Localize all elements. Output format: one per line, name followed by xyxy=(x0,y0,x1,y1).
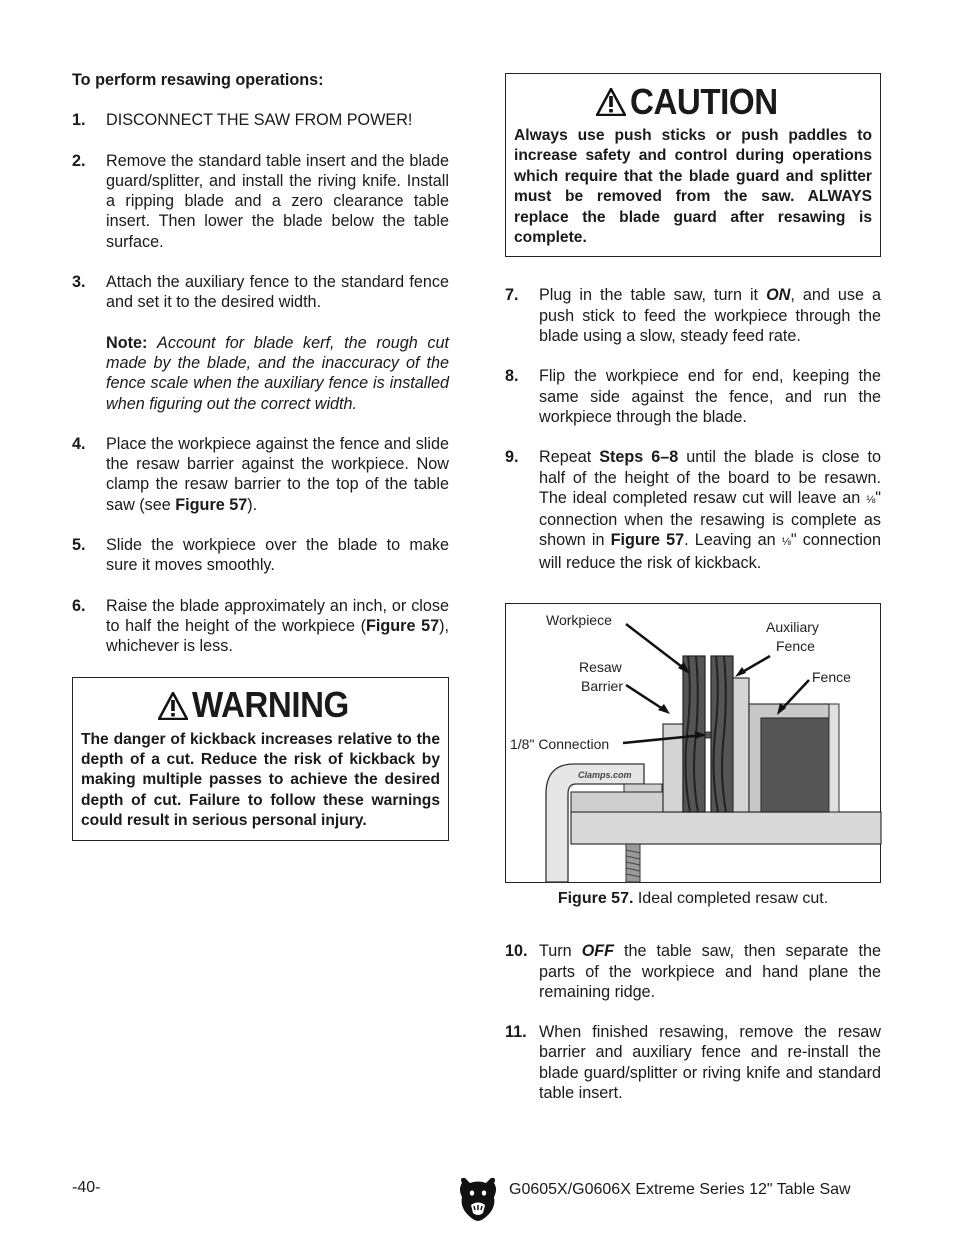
step-text-part: Turn xyxy=(539,942,582,961)
step-number: 7. xyxy=(505,286,519,305)
step-number: 3. xyxy=(72,273,86,292)
clamp-text: Clamps.com xyxy=(578,770,632,780)
caution-box xyxy=(505,73,881,257)
step-text: Flip the workpiece end for end, keeping the same side against the fence, and run the workpiece through the blade. xyxy=(539,367,881,426)
auxiliary-fence xyxy=(733,678,749,812)
label-resaw-barrier-1: Resaw xyxy=(579,659,622,675)
step-text xyxy=(539,447,881,573)
step-text xyxy=(539,941,881,1002)
label-auxiliary-fence-2: Fence xyxy=(776,638,815,654)
caption-label: Figure 57. xyxy=(557,890,634,907)
figure-caption xyxy=(505,889,881,909)
warning-triangle-icon xyxy=(158,692,188,720)
caption-text: Ideal completed resaw cut. xyxy=(633,890,829,907)
step-text: When finished resawing, remove the resaw barrier and auxiliary fence and re-install the blade guard/splitter or riving knife and standard table insert. xyxy=(539,1023,881,1103)
step-text xyxy=(106,596,449,657)
step-text-part: the table saw, then separate the parts of the workpiece and hand plane the remaining ridge. xyxy=(539,942,882,1001)
step-number: 5. xyxy=(72,536,86,555)
step-9 xyxy=(505,447,881,573)
fence-rail xyxy=(829,704,839,812)
step-text-part: " connection when the resawing is complete as shown in xyxy=(539,488,881,550)
label-workpiece: Workpiece xyxy=(546,612,612,628)
step-text: DISCONNECT THE SAW FROM POWER! xyxy=(106,111,413,130)
step-text-part: Raise the blade approximately an inch, or close to half the height of the workpiece ( xyxy=(106,596,449,635)
note-text: Account for blade kerf, the rough cut made by the blade, and the inaccuracy of the fence scale when the auxiliary fence is installed when figuring out the correct width. xyxy=(106,333,450,413)
label-fence: Fence xyxy=(812,669,851,685)
step-11 xyxy=(505,1022,881,1103)
caution-title: CAUTION xyxy=(629,80,778,122)
step-number: 6. xyxy=(72,596,86,615)
caution-text: Always use push sticks or push paddles to increase safety and control during operations which require that the blade guard and splitter must be removed from the saw. ALWAYS replace the blade guard after resawing is complete. xyxy=(514,127,872,247)
step-number: 10. xyxy=(505,942,528,961)
step-text-part: Plug in the table saw, turn it xyxy=(539,286,767,305)
table-top xyxy=(571,812,881,844)
step-6 xyxy=(72,596,449,657)
warning-header xyxy=(81,684,440,728)
emphasis: OFF xyxy=(581,942,615,961)
bear-logo-icon xyxy=(458,1175,498,1221)
step-text-part: . Leaving an xyxy=(684,531,782,550)
step-8 xyxy=(505,366,881,427)
fraction: ⅛ xyxy=(866,493,876,506)
note-label: Note: xyxy=(106,333,148,352)
step-body xyxy=(106,272,449,414)
warning-box xyxy=(72,677,449,841)
warning-title: WARNING xyxy=(192,684,350,726)
figure-reference: Figure 57 xyxy=(365,616,440,635)
step-10 xyxy=(505,941,881,1002)
section-heading: To perform resawing operations: xyxy=(72,71,324,89)
step-number: 2. xyxy=(72,151,86,170)
step-number: 8. xyxy=(505,367,519,386)
note xyxy=(106,333,449,414)
step-3 xyxy=(72,272,449,414)
step-text-part: until the blade is close to half of the height of the board to be resawn. The ideal completed resaw cut will leave an xyxy=(539,448,881,507)
step-text-part: , and use a push stick to feed the workpiece through the blade using a slow, steady feed rate. xyxy=(539,286,881,346)
step-5 xyxy=(72,535,449,576)
label-auxiliary-fence-1: Auxiliary xyxy=(766,619,819,635)
step-number: 11. xyxy=(505,1023,527,1042)
label-resaw-barrier-2: Barrier xyxy=(581,678,624,694)
clamp-block xyxy=(571,792,663,812)
figure-57-diagram xyxy=(505,603,881,883)
step-text-part: " connection will reduce the risk of kickback. xyxy=(539,531,882,572)
step-text-part: Place the workpiece against the fence and slide the resaw barrier against the workpiece. Now clamp the resaw barrier to the top of the table saw (see xyxy=(106,434,449,514)
figure-reference: Figure 57 xyxy=(610,531,685,550)
step-number: 1. xyxy=(72,111,86,130)
step-2 xyxy=(72,151,449,252)
step-text-part: ), whichever is less. xyxy=(106,616,449,656)
emphasis: ON xyxy=(766,286,791,305)
step-text-part: ). xyxy=(247,495,258,514)
warning-text: The danger of kickback increases relative to the depth of a cut. Reduce the risk of kickback by making multiple passes to achieve the desired depth of cut. Failure to follow these warnings could result in serious personal injury. xyxy=(81,730,440,830)
fence-body xyxy=(761,718,829,812)
left-column xyxy=(72,70,449,841)
step-text: Slide the workpiece over the blade to make sure it moves smoothly. xyxy=(106,536,449,575)
step-text: Remove the standard table insert and the blade guard/splitter, and install the riving knife. Install a ripping blade and a zero clearance table insert. Then lower the blade below the table surface. xyxy=(106,151,449,251)
step-number: 9. xyxy=(505,448,519,467)
fraction: ⅛ xyxy=(781,536,791,549)
step-text xyxy=(106,434,449,515)
step-text xyxy=(539,285,881,346)
step-4 xyxy=(72,434,449,515)
step-text-part: Repeat xyxy=(539,448,600,467)
page-number: -40- xyxy=(72,1179,101,1196)
caution-header xyxy=(514,80,872,124)
step-number: 4. xyxy=(72,434,86,453)
manual-title: G0605X/G0606X Extreme Series 12" Table Saw xyxy=(509,1181,851,1198)
step-7 xyxy=(505,285,881,346)
label-connection: 1/8" Connection xyxy=(510,736,610,752)
caution-triangle-icon xyxy=(596,88,626,116)
right-column xyxy=(505,73,881,1123)
figure-reference: Figure 57 xyxy=(175,495,248,514)
step-1 xyxy=(72,110,449,130)
steps-reference: Steps 6–8 xyxy=(599,448,679,467)
step-text: Attach the auxiliary fence to the standard fence and set it to the desired width. xyxy=(106,273,449,312)
